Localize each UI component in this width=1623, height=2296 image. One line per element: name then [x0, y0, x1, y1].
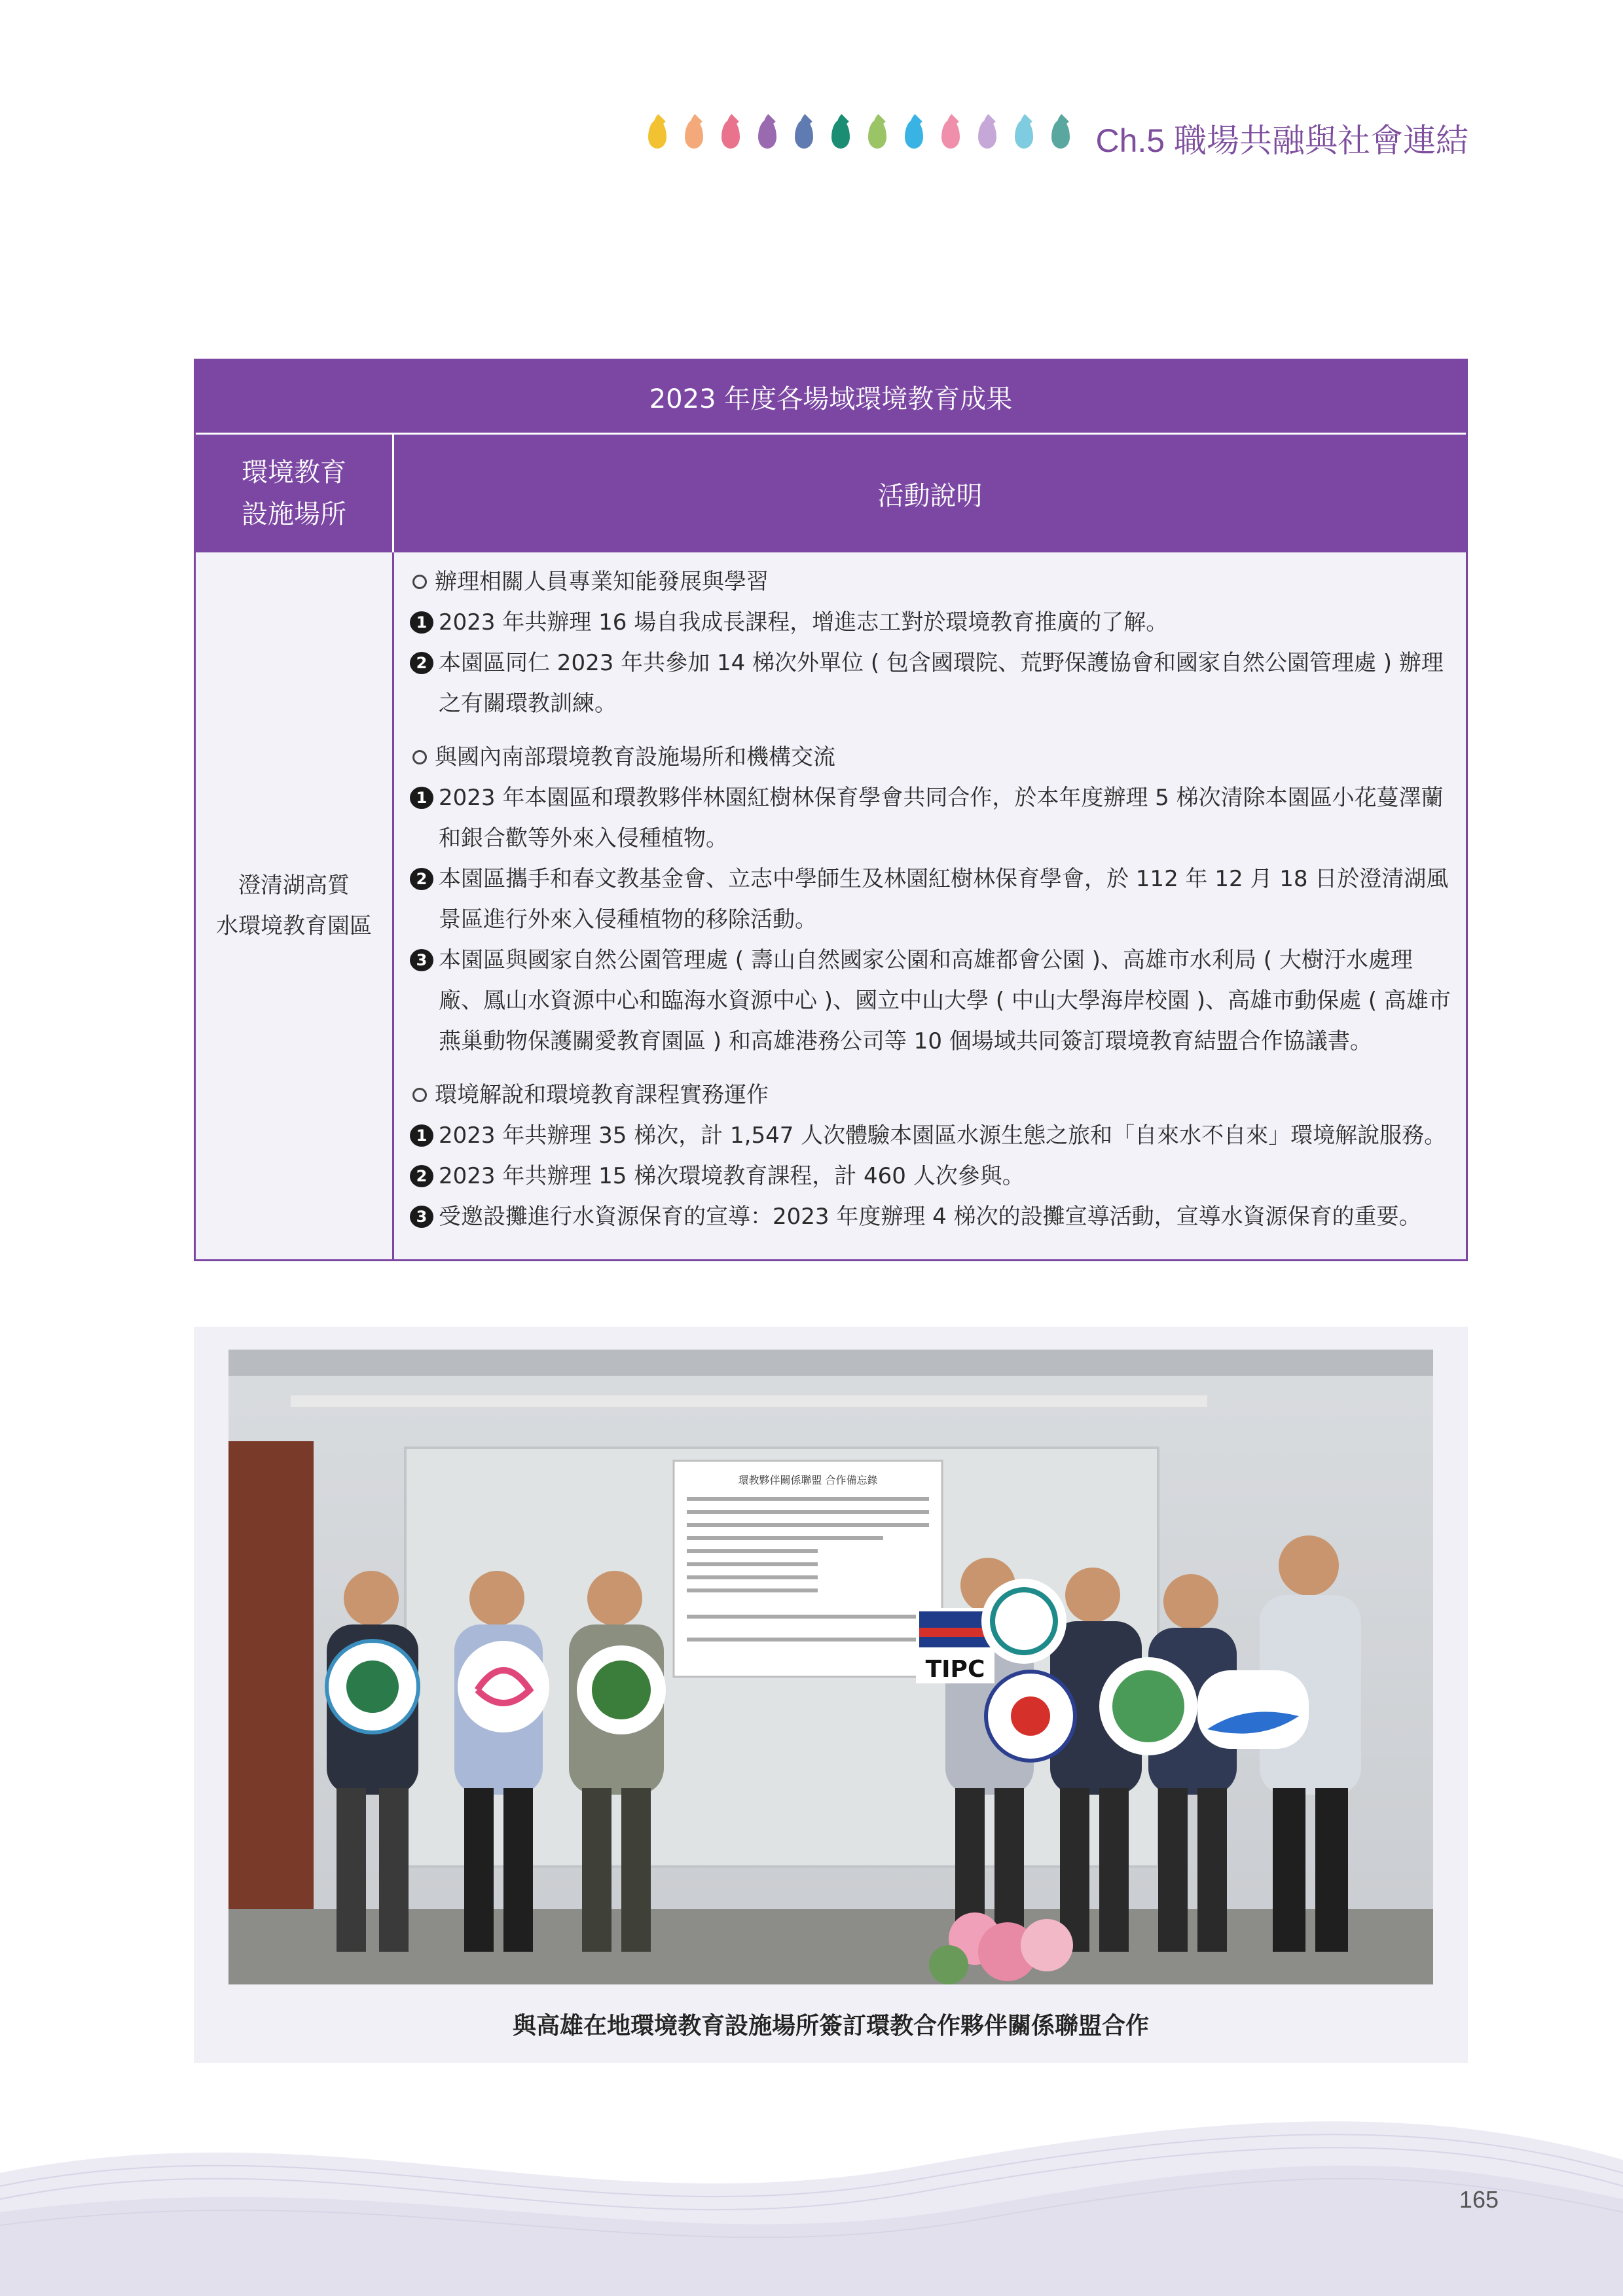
- chapter-title: Ch.5 職場共融與社會連結: [1095, 122, 1468, 159]
- list-item: [410, 778, 1454, 859]
- activity-section: [410, 562, 1454, 724]
- section-heading: [410, 737, 1454, 778]
- section-heading: [410, 562, 1454, 602]
- section-heading: [410, 1075, 1454, 1115]
- list-item: [410, 643, 1454, 724]
- list-item-text: 本園區與國家自然公園管理處 ( 壽山自然國家公園和高雄都會公園 )、高雄市水利局 ( 大樹汙水處理廠、鳳山水資源中心和臨海水資源中心 )、國立中山大學 ( 中山大學海岸校園 )、高雄市動保處 ( 高雄市燕巢動物保護關愛教育園區 ) 和高雄港務公司等 10 個場域共同簽訂環境教育結盟合作協議書。: [439, 947, 1451, 1054]
- group-photo-illustration: [228, 1350, 1433, 1984]
- list-item-text: 本園區攜手和春文教基金會、立志中學師生及林園紅樹林保育學會，於 112 年 12 月 18 日於澄清湖風景區進行外來入侵種植物的移除活動。: [439, 866, 1449, 933]
- number-badge: 1: [410, 1124, 433, 1147]
- number-badge: 3: [410, 949, 433, 971]
- photo-panel: [194, 1327, 1468, 2063]
- activity-section: [410, 737, 1454, 1062]
- number-badge: 2: [410, 868, 433, 890]
- table-title: 2023 年度各場域環境教育成果: [196, 361, 1466, 435]
- facility-name-line1: 澄清湖高質: [238, 872, 350, 899]
- list-item-text: 2023 年本園區和環教夥伴林園紅樹林保育學會共同合作，於本年度辦理 5 梯次清除本園區小花蔓澤蘭和銀合歡等外來入侵種植物。: [439, 785, 1444, 852]
- drop-icon: [1015, 120, 1033, 149]
- column-header-activity: 活動說明: [877, 480, 983, 511]
- agreement-poster: [674, 1461, 942, 1677]
- footer-wave-decoration: [0, 2029, 1623, 2296]
- color-drops-decoration: [648, 120, 1070, 156]
- table-header-row: [196, 435, 1466, 552]
- environmental-education-table: [194, 359, 1468, 1261]
- column-header-facility-line1: 環境教育: [242, 457, 346, 488]
- section-heading-text: 辦理相關人員專業知能發展與學習: [435, 569, 769, 595]
- list-item-text: 2023 年共辦理 15 梯次環境教育課程，計 460 人次參與。: [439, 1163, 1025, 1189]
- drop-icon: [648, 120, 666, 149]
- section-heading-text: 與國內南部環境教育設施場所和機構交流: [435, 744, 835, 770]
- column-header-facility: [196, 435, 394, 552]
- logo-sign-8: [1197, 1670, 1309, 1749]
- list-item: [410, 1156, 1454, 1196]
- circle-bullet-icon: [412, 1088, 427, 1102]
- facility-name-line2: 水環境教育園區: [216, 913, 372, 939]
- number-badge: 1: [410, 611, 433, 634]
- drop-icon: [941, 120, 960, 149]
- list-item-text: 受邀設攤進行水資源保育的宣導：2023 年度辦理 4 梯次的設攤宣導活動，宣導水資源保育的重要。: [439, 1204, 1421, 1230]
- drop-icon: [868, 120, 886, 149]
- number-badge: 1: [410, 787, 433, 809]
- logo-sign-2: [458, 1641, 549, 1732]
- tipc-sign-text: TIPC: [925, 1656, 985, 1683]
- photo-caption: 與高雄在地環境教育設施場所簽訂環教合作夥伴關係聯盟合作: [512, 2013, 1149, 2039]
- number-badge: 3: [410, 1206, 433, 1228]
- circle-bullet-icon: [412, 575, 427, 589]
- signing-ceremony-photo: [228, 1350, 1433, 1984]
- list-item: [410, 1196, 1454, 1237]
- table-body-row: [196, 552, 1466, 1259]
- drop-icon: [1051, 120, 1070, 149]
- activity-section: [410, 1075, 1454, 1237]
- poster-title: 環教夥伴關係聯盟 合作備忘錄: [738, 1474, 878, 1486]
- list-item: [410, 1115, 1454, 1156]
- circle-bullet-icon: [412, 750, 427, 764]
- list-item: [410, 940, 1454, 1062]
- facility-cell: [196, 552, 394, 1259]
- drop-icon: [831, 120, 850, 149]
- number-badge: 2: [410, 1165, 433, 1187]
- list-item: [410, 602, 1454, 643]
- section-heading-text: 環境解說和環境教育課程實務運作: [435, 1082, 769, 1108]
- activity-cell: [394, 552, 1466, 1259]
- drop-icon: [795, 120, 813, 149]
- list-item: [410, 859, 1454, 940]
- page-number: 165: [1459, 2186, 1499, 2213]
- list-item-text: 本園區同仁 2023 年共參加 14 梯次外單位 ( 包含國環院、荒野保護協會和國家自然公園管理處 ) 辦理之有關環教訓練。: [439, 650, 1444, 717]
- number-badge: 2: [410, 652, 433, 674]
- column-header-facility-line2: 設施場所: [242, 499, 346, 529]
- drop-icon: [758, 120, 776, 149]
- drop-icon: [685, 120, 703, 149]
- list-item-text: 2023 年共辦理 35 梯次，計 1,547 人次體驗本園區水源生態之旅和「自來水不自來」環境解說服務。: [439, 1122, 1447, 1149]
- drop-icon: [978, 120, 996, 149]
- list-item-text: 2023 年共辦理 16 場自我成長課程，增進志工對於環境教育推廣的了解。: [439, 609, 1169, 636]
- drop-icon: [905, 120, 923, 149]
- drop-icon: [721, 120, 740, 149]
